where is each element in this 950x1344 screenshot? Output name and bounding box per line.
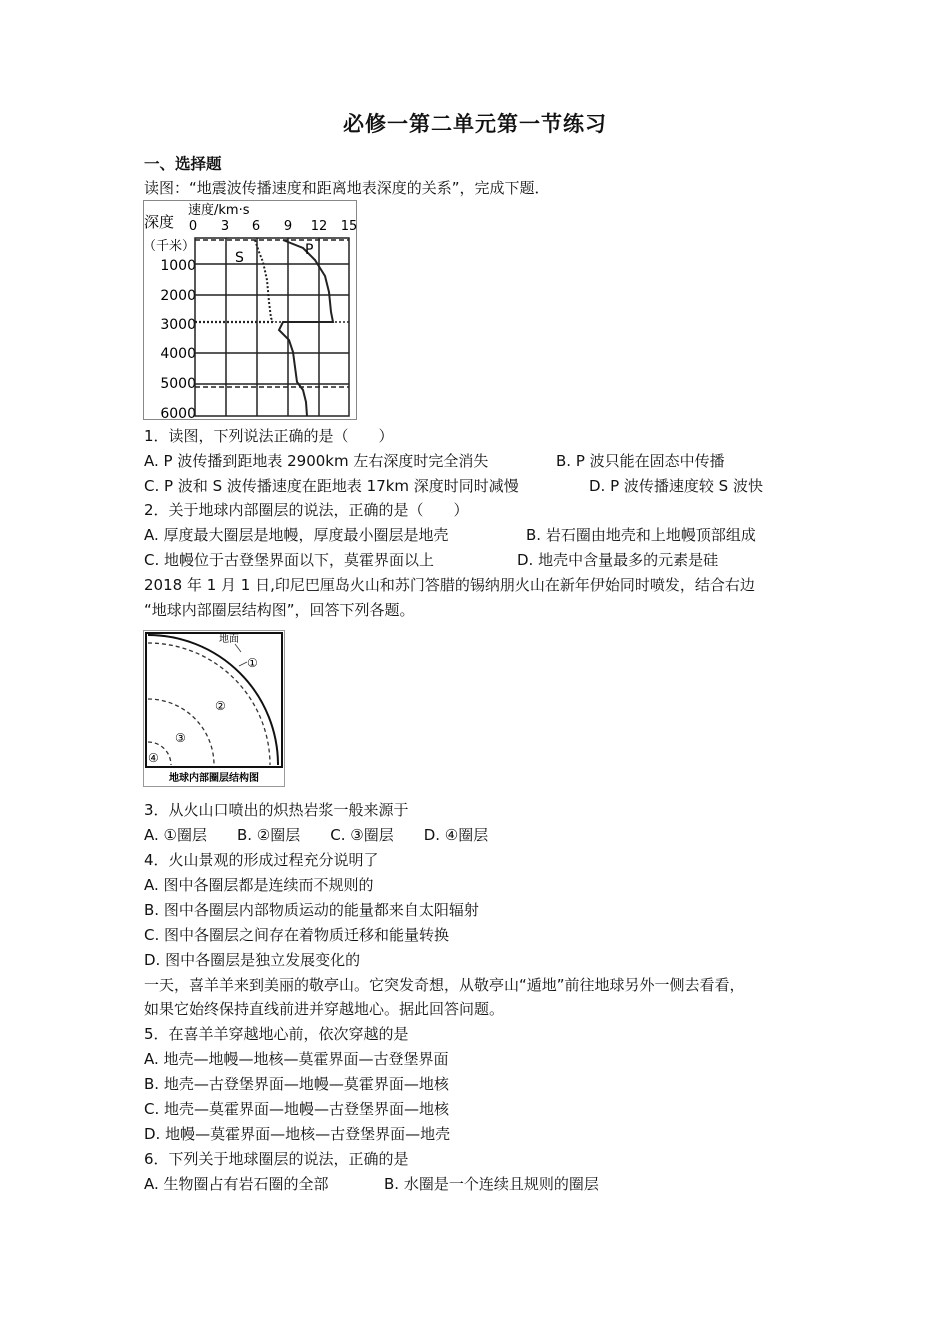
- y-tick: 3000: [160, 317, 196, 333]
- page-title: 必修一第二单元第一节练习: [343, 112, 607, 136]
- question-3: 3．从火山口喷出的炽热岩浆一般来源于: [144, 801, 409, 819]
- y-tick: 5000: [160, 376, 196, 392]
- question-2-option-a: A. 厚度最大圈层是地幔，厚度最小圈层是地壳: [144, 526, 449, 544]
- x-tick: 3: [220, 219, 230, 234]
- layer-3-label: ③: [175, 731, 186, 745]
- intro-text-3-line-1: 一天，喜羊羊来到美丽的敬亭山。它突发奇想，从敬亭山“遁地”前往地球另外一侧去看看，: [144, 976, 745, 994]
- question-5-option-b: B. 地壳—古登堡界面—地幔—莫霍界面—地核: [144, 1075, 449, 1093]
- x-tick: 6: [251, 219, 261, 234]
- question-5-option-c: C. 地壳—莫霍界面—地幔—古登堡界面—地核: [144, 1100, 450, 1118]
- section-heading: 一、选择题: [144, 155, 222, 173]
- layer-2-label: ②: [215, 699, 226, 713]
- question-1-option-b: B. P 波只能在固态中传播: [556, 452, 725, 470]
- earth-layers-figure: [143, 630, 285, 787]
- question-4-option-a: A. 图中各圈层都是连续而不规则的: [144, 876, 374, 894]
- question-5-option-d: D. 地幔—莫霍界面—地核—古登堡界面—地壳: [144, 1125, 451, 1143]
- question-2-option-d: D. 地壳中含量最多的元素是硅: [517, 551, 719, 569]
- question-4: 4．火山景观的形成过程充分说明了: [144, 851, 379, 869]
- speed-label: 速度/km·s: [188, 203, 250, 218]
- question-1-option-c: C. P 波和 S 波传播速度在距地表 17km 深度时同时减慢: [144, 477, 519, 495]
- question-4-option-c: C. 图中各圈层之间存在着物质迁移和能量转换: [144, 926, 450, 944]
- y-tick: 1000: [160, 258, 196, 274]
- intro-text-3-line-2: 如果它始终保持直线前进并穿越地心。据此回答问题。: [144, 1000, 505, 1018]
- question-2-option-b: B. 岩石圈由地壳和上地幔顶部组成: [526, 526, 756, 544]
- depth-label: 深度: [144, 213, 175, 231]
- intro-text-2-line-1: 2018 年 1 月 1 日,印尼巴厘岛火山和苏门答腊的锡纳朋火山在新年伊始同时喷发，结合右边: [144, 576, 755, 594]
- question-1: 1．读图，下列说法正确的是（ ）: [144, 427, 394, 445]
- question-3-options: A. ①圈层 B. ②圈层 C. ③圈层 D. ④圈层: [144, 826, 489, 844]
- x-tick: 15: [340, 219, 357, 234]
- question-2: 2．关于地球内部圈层的说法，正确的是（ ）: [144, 501, 469, 519]
- question-4-option-d: D. 图中各圈层是独立发展变化的: [144, 951, 361, 969]
- question-6: 6．下列关于地球圈层的说法，正确的是: [144, 1150, 409, 1168]
- y-tick: 4000: [160, 346, 196, 362]
- question-5: 5．在喜羊羊穿越地心前，依次穿越的是: [144, 1025, 409, 1043]
- intro-text-2-line-2: “地球内部圈层结构图”，回答下列各题。: [144, 601, 415, 619]
- s-wave-label: S: [235, 250, 244, 266]
- y-tick: 6000: [160, 406, 196, 420]
- question-5-option-a: A. 地壳—地幔—地核—莫霍界面—古登堡界面: [144, 1050, 449, 1068]
- x-tick: 0: [188, 219, 198, 234]
- layer-1-label: ①: [247, 656, 258, 670]
- question-4-option-b: B. 图中各圈层内部物质运动的能量都来自太阳辐射: [144, 901, 479, 919]
- p-wave-label: P: [305, 242, 314, 258]
- intro-text-1: 读图：“地震波传播速度和距离地表深度的关系”，完成下题．: [144, 179, 550, 197]
- figure-caption: 地球内部圈层结构图: [169, 773, 259, 784]
- surface-label: 地面: [219, 634, 239, 645]
- question-1-option-a: A. P 波传播到距地表 2900km 左右深度时完全消失: [144, 452, 489, 470]
- seismic-wave-figure: [143, 200, 357, 420]
- y-tick: 2000: [160, 288, 196, 304]
- layer-4-label: ④: [148, 751, 159, 765]
- question-2-option-c: C. 地幔位于古登堡界面以下，莫霍界面以上: [144, 551, 435, 569]
- question-1-option-d: D. P 波传播速度较 S 波快: [589, 477, 763, 495]
- x-tick: 9: [283, 219, 293, 234]
- question-6-option-b: B. 水圈是一个连续且规则的圈层: [384, 1175, 599, 1193]
- depth-unit-label: （千米）: [143, 239, 196, 254]
- question-6-option-a: A. 生物圈占有岩石圈的全部: [144, 1175, 329, 1193]
- x-tick: 12: [310, 219, 328, 234]
